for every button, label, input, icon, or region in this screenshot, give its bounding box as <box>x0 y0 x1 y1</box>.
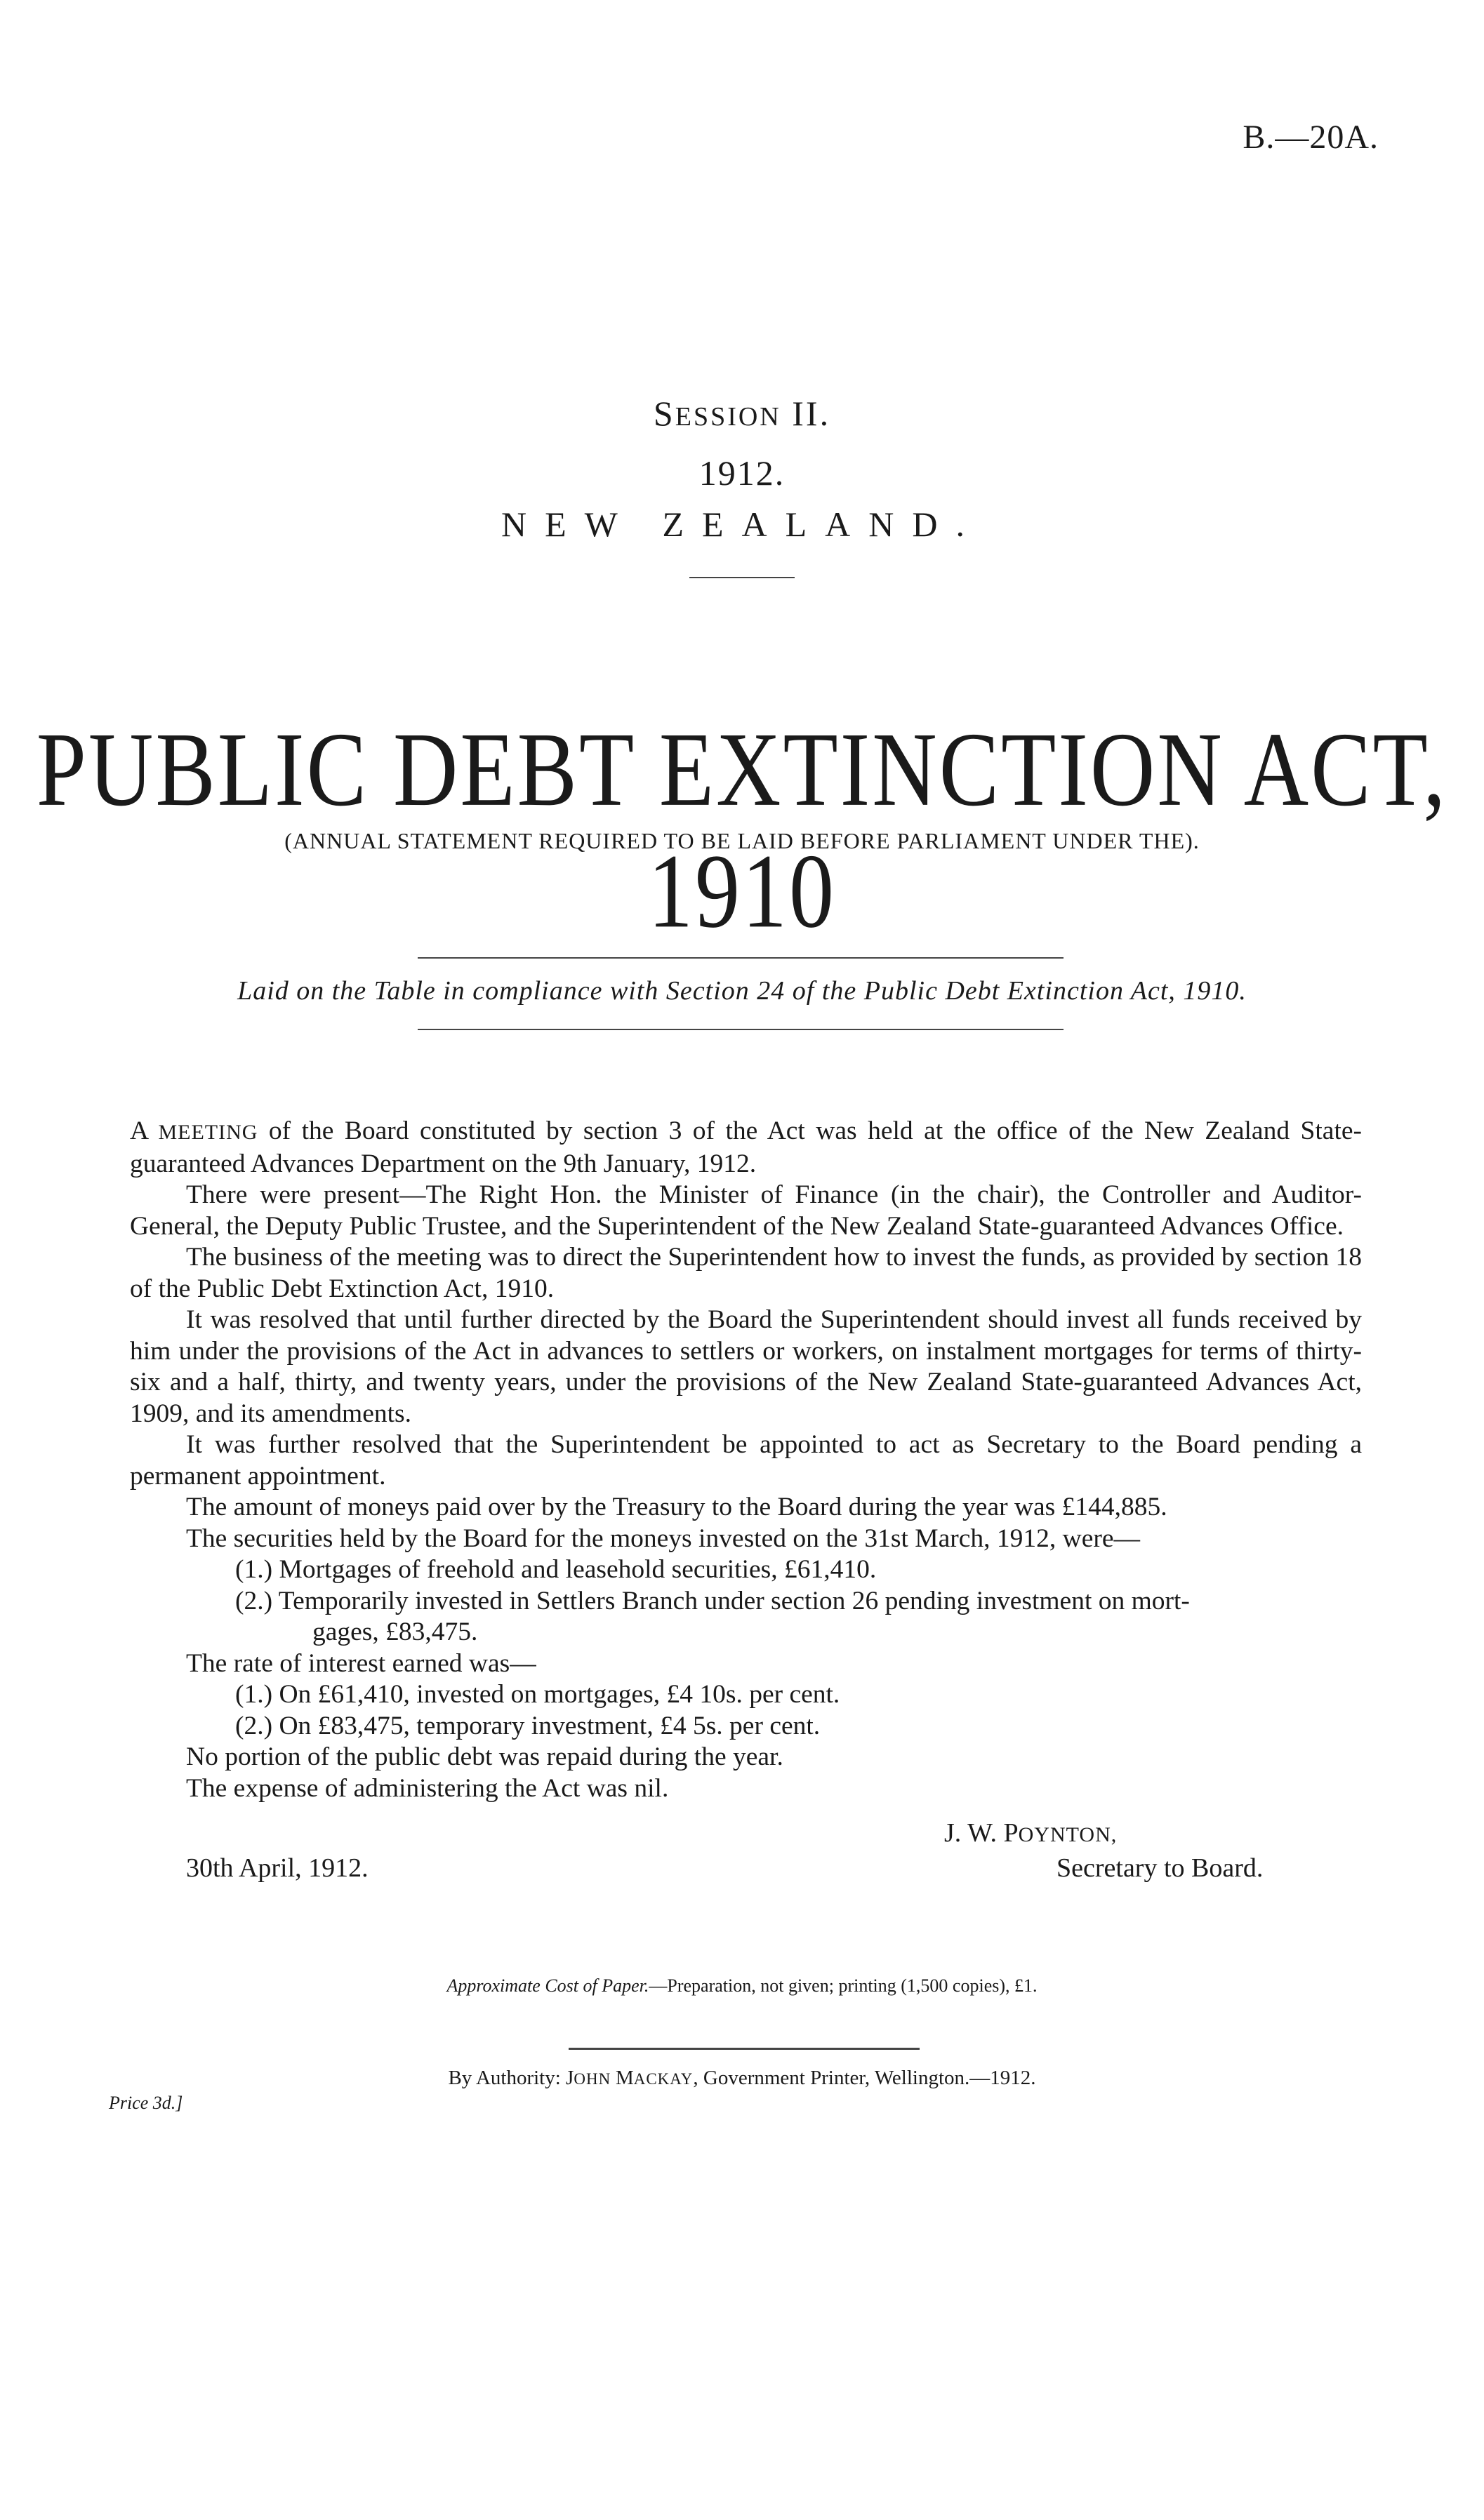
signatory-title: Secretary to Board. <box>1056 1853 1264 1883</box>
divider-short <box>689 577 795 578</box>
session-number: II. <box>792 394 831 433</box>
paragraph-business: The business of the meeting was to direct the Superintendent how to invest the funds, as provided by section 18 of the Public Debt Extinction Act, 1910. <box>130 1243 1362 1303</box>
paragraph-present: There were present—The Right Hon. the Minister of Finance (in the chair), the Controller and Auditor-General, the Deputy Public Trustee, and the Superintendent of the New Zealand State-guaranteed Advances Office. <box>130 1180 1362 1241</box>
list-item-security-2-cont: gages, £83,475. <box>312 1618 478 1646</box>
statement-date: 30th April, 1912. <box>186 1853 369 1883</box>
list-item-security-1: (1.) Mortgages of freehold and leasehold securities, £61,410. <box>235 1555 877 1584</box>
divider-lower <box>418 1029 1064 1030</box>
list-item-rate-2: (2.) On £83,475, temporary investment, £4 5s. per cent. <box>235 1711 821 1740</box>
document-subtitle: (ANNUAL STATEMENT REQUIRED TO BE LAID BEFORE PARLIAMENT UNDER THE). <box>284 828 1200 853</box>
statement-body <box>130 1116 1362 1804</box>
divider-upper <box>418 957 1064 959</box>
session-initial: S <box>653 394 675 433</box>
price-note: Price 3d.] <box>109 2093 183 2113</box>
document-reference: B.—20A. <box>1243 119 1379 156</box>
paragraph-interest-rate: The rate of interest earned was— <box>186 1648 536 1678</box>
session-year: 1912. <box>698 453 786 493</box>
printer-authority: By Authority: JOHN MACKAY, Government Printer, Wellington.—1912. <box>448 2067 1036 2089</box>
laid-statement: Laid on the Table in compliance with Section 24 of the Public Debt Extinction Act, 1910. <box>237 976 1247 1006</box>
paragraph-amount-paid: The amount of moneys paid over by the Treasury to the Board during the year was £144,885. <box>186 1493 1167 1521</box>
paragraph-expense: The expense of administering the Act was nil. <box>186 1773 669 1803</box>
country-heading: NEW ZEALAND. <box>501 505 983 544</box>
session-word: ESSION <box>675 402 781 432</box>
paragraph-resolution-secretary: It was further resolved that the Superintendent be appointed to act as Secretary to the Board pending a permanent appointment. <box>130 1430 1362 1491</box>
paragraph-securities: The securities held by the Board for the moneys invested on the 31st March, 1912, were— <box>186 1524 1141 1553</box>
document-title: PUBLIC DEBT EXTINCTION ACT, 1910 <box>36 710 1448 950</box>
paragraph-debt-repaid: No portion of the public debt was repaid during the year. <box>186 1742 783 1771</box>
paragraph-resolution-invest: It was resolved that until further directed by the Board the Superintendent should invest all funds received by him under the provisions of the Act in advances to settlers or workers, on instalment mortgages for terms of thirty-six and a half, thirty, and twenty years, under the provisions of the New Zealand State-guaranteed Advances Act, 1909, and its amendments. <box>130 1305 1362 1428</box>
list-item-security-2: (2.) Temporarily invested in Settlers Branch under section 26 pending investment on mort- <box>235 1586 1190 1615</box>
paragraph-meeting: A MEETING of the Board constituted by section 3 of the Act was held at the office of the New Zealand State-guaranteed Advances Department on the 9th January, 1912. <box>130 1116 1362 1178</box>
printing-cost-note: Approximate Cost of Paper.—Preparation, not given; printing (1,500 copies), £1. <box>446 1975 1038 1996</box>
signatory-name: J. W. POYNTON, <box>944 1818 1118 1848</box>
list-item-rate-1: (1.) On £61,410, invested on mortgages, £4 10s. per cent. <box>235 1680 840 1709</box>
divider-footer <box>569 2048 920 2050</box>
session-heading <box>0 393 1484 434</box>
